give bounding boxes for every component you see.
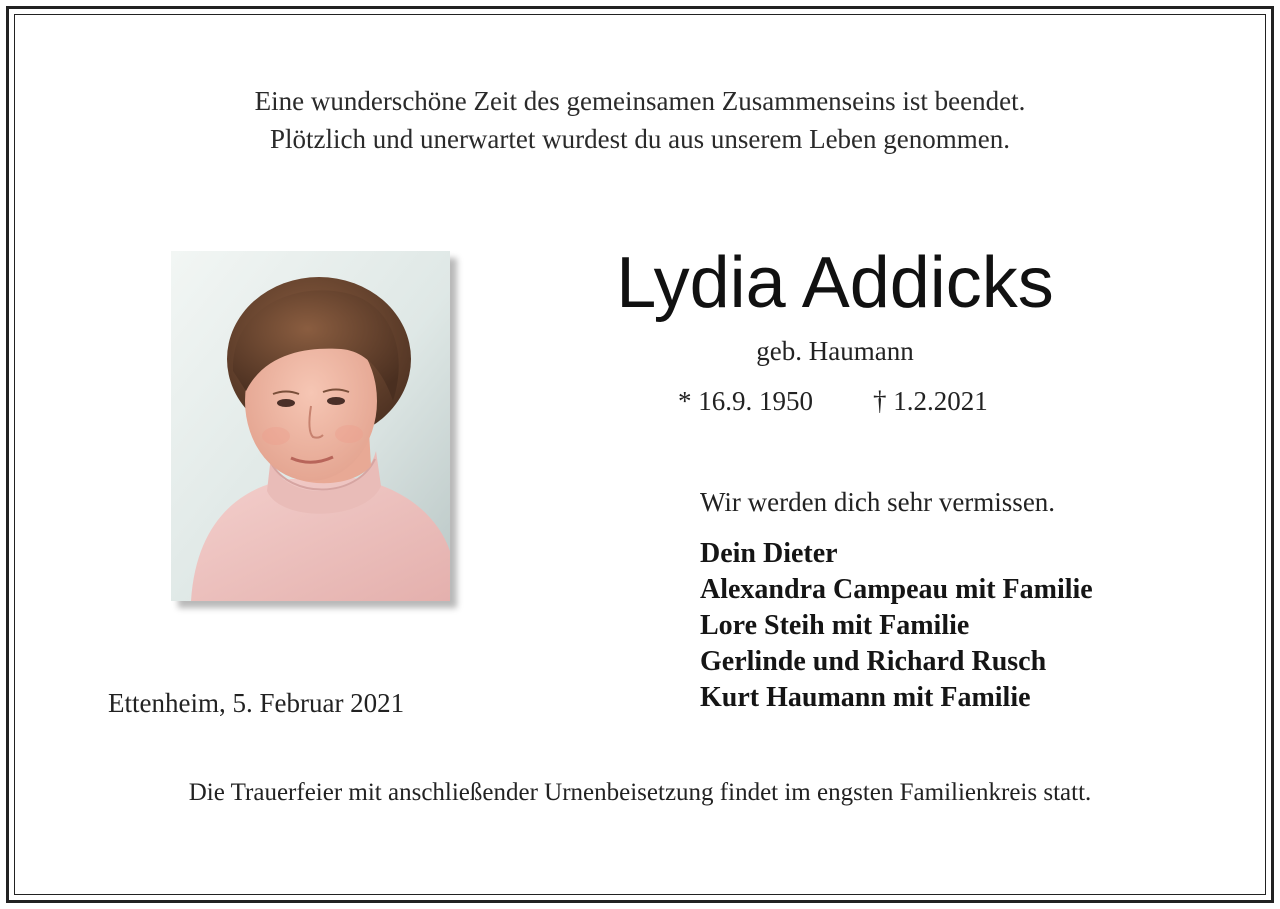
mourner-name: Kurt Haumann mit Familie xyxy=(700,682,1031,713)
farewell-text: Wir werden dich sehr vermissen. xyxy=(700,487,1056,517)
intro-line-2: Plötzlich und unerwartet wurdest du aus unserem Leben genommen. xyxy=(269,124,1011,154)
ceremony-note: Die Trauerfeier mit anschließender Urnenbeisetzung findet im engsten Familienkreis statt. xyxy=(188,779,1092,806)
portrait-photo xyxy=(171,251,450,601)
death-date: † 1.2.2021 xyxy=(873,386,988,416)
deceased-name: Lydia Addicks xyxy=(616,243,1054,323)
birth-date: * 16.9. 1950 xyxy=(678,386,813,416)
mourners-list xyxy=(700,536,1220,716)
intro-line-1: Eine wunderschöne Zeit des gemeinsamen Zusammenseins ist beendet. xyxy=(254,86,1026,116)
mourner-name: Gerlinde und Richard Rusch xyxy=(700,646,1047,677)
mourner-name: Alexandra Campeau mit Familie xyxy=(700,574,1093,605)
intro-text xyxy=(0,82,1280,158)
maiden-name: geb. Haumann xyxy=(756,336,914,366)
place-date: Ettenheim, 5. Februar 2021 xyxy=(108,688,405,718)
life-dates xyxy=(678,383,1098,419)
mourner-name: Lore Steih mit Familie xyxy=(700,610,970,641)
mourner-name: Dein Dieter xyxy=(700,538,838,569)
